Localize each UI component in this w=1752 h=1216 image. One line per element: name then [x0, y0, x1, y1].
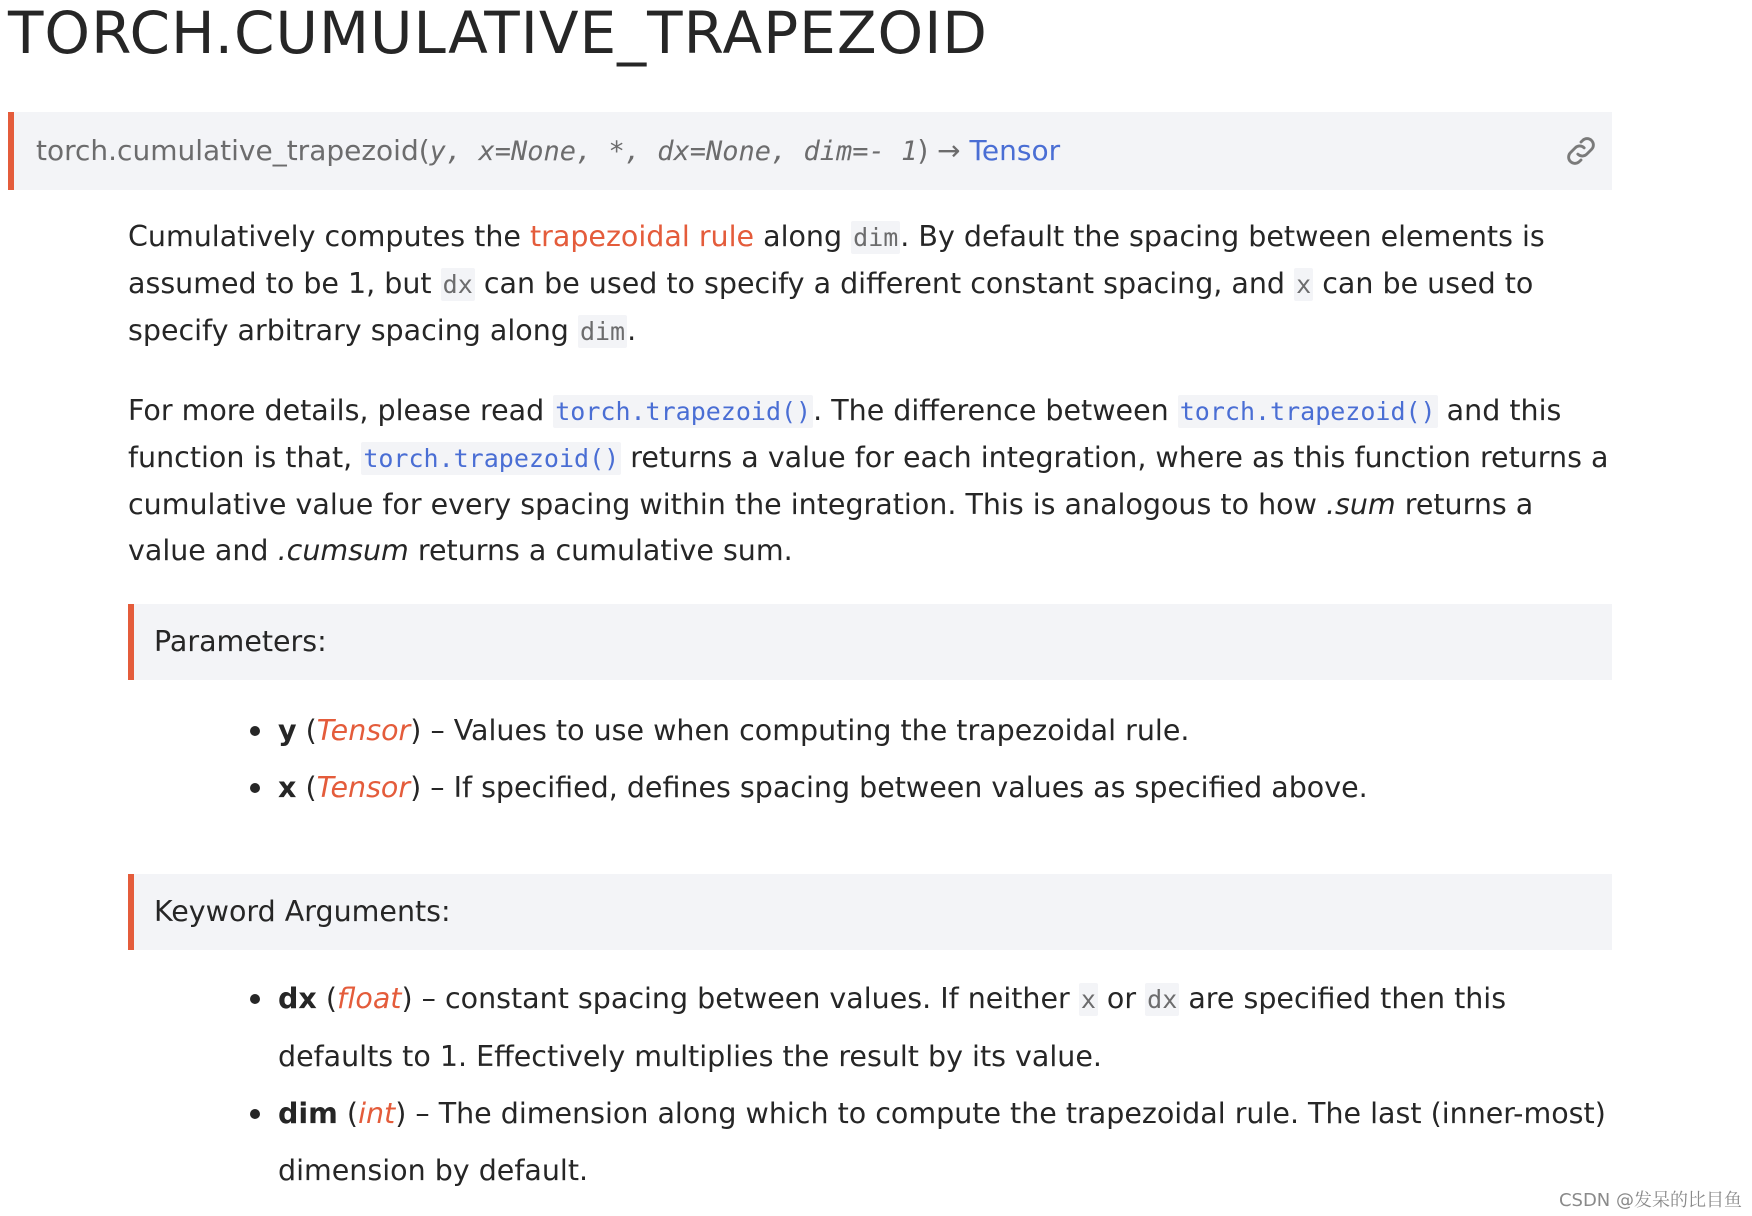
kwarg-description: – constant spacing between values. If neither — [412, 982, 1079, 1015]
description-paragraph-1 — [128, 214, 1618, 355]
text: can be used to specify a different constant spacing, and — [474, 267, 1295, 300]
text: returns a cumulative sum. — [408, 534, 793, 567]
kwarg-type-link[interactable]: float — [336, 982, 402, 1015]
param-description: – Values to use when computing the trapezoidal rule. — [421, 714, 1190, 747]
kwarg-name: dx — [278, 982, 317, 1015]
param-type-link[interactable]: Tensor — [316, 714, 411, 747]
signature-return-type-link[interactable]: Tensor — [969, 134, 1061, 167]
torch-trapezoid-link[interactable]: torch.trapezoid() — [1179, 397, 1436, 426]
description-paragraph-2 — [128, 388, 1618, 574]
text: For more details, please read — [128, 394, 554, 427]
text: . By default the spacing between elements is assumed to be 1, but — [128, 220, 1545, 300]
emphasis-cumsum: .cumsum — [277, 534, 409, 567]
text: or — [1097, 982, 1146, 1015]
text: ) — [410, 714, 422, 747]
param-description: – If specified, defines spacing between values as specified above. — [421, 771, 1368, 804]
kwarg-description: – The dimension along which to compute the trapezoidal rule. The last (inner-most) dimension by default. — [278, 1097, 1606, 1187]
text: along — [754, 220, 852, 253]
code-dx: dx — [442, 270, 473, 299]
list-item — [278, 1085, 1618, 1199]
text: are specified then this defaults to 1. Effectively multiplies the result by its value. — [278, 982, 1507, 1073]
param-type-link[interactable]: Tensor — [316, 771, 411, 804]
code-dim: dim — [579, 317, 626, 346]
text: and this function is that, — [128, 394, 1562, 474]
signature-text — [36, 132, 1060, 171]
keyword-arguments-heading: Keyword Arguments: — [154, 895, 451, 928]
torch-trapezoid-link[interactable]: torch.trapezoid() — [363, 444, 620, 473]
page-title: TORCH.CUMULATIVE_TRAPEZOID — [8, 0, 988, 67]
signature-open-paren: ( — [418, 134, 430, 167]
code-x: x — [1296, 270, 1312, 299]
torch-trapezoid-link[interactable]: torch.trapezoid() — [555, 397, 812, 426]
trapezoidal-rule-link[interactable]: trapezoidal rule — [529, 220, 755, 253]
list-item — [278, 702, 1618, 759]
keyword-arguments-list — [278, 970, 1618, 1199]
text: Cumulatively computes the — [128, 220, 530, 253]
param-name: x — [278, 771, 297, 804]
code-dx: dx — [1147, 985, 1178, 1014]
text: ( — [296, 771, 317, 804]
text: ) — [395, 1097, 407, 1130]
parameters-list — [278, 702, 1618, 816]
emphasis-sum: .sum — [1325, 488, 1396, 521]
parameters-heading-box — [128, 604, 1612, 680]
function-signature — [8, 112, 1612, 190]
link-icon[interactable] — [1562, 132, 1600, 170]
text: can be used to specify arbitrary spacing along — [128, 267, 1534, 347]
signature-function-name: torch.cumulative_trapezoid — [36, 134, 419, 167]
signature-params: y, x=None, *, dx=None, dim=- 1 — [429, 136, 918, 167]
parameters-heading: Parameters: — [154, 625, 327, 658]
keyword-arguments-heading-box — [128, 874, 1612, 950]
kwarg-type-link[interactable]: int — [358, 1097, 396, 1130]
text: ( — [337, 1097, 359, 1130]
text: . The difference between — [813, 394, 1178, 427]
list-item — [278, 970, 1618, 1085]
signature-arrow: → — [928, 134, 970, 167]
text: . — [627, 314, 637, 347]
text: ( — [316, 982, 337, 1015]
param-name: y — [278, 714, 297, 747]
signature-close-paren: ) — [917, 134, 929, 167]
code-dim: dim — [853, 223, 899, 252]
text: ( — [296, 714, 317, 747]
text: ) — [410, 771, 422, 804]
kwarg-name: dim — [278, 1097, 338, 1130]
watermark: CSDN @发呆的比目鱼 — [1558, 1190, 1742, 1211]
list-item — [278, 759, 1618, 816]
text: returns a value and — [128, 488, 1534, 567]
text: ) — [401, 982, 413, 1015]
text: returns a value for each integration, where as this function returns a cumulative value for every spacing within the integration. This is analogous to how — [128, 441, 1609, 521]
code-x: x — [1080, 985, 1096, 1014]
